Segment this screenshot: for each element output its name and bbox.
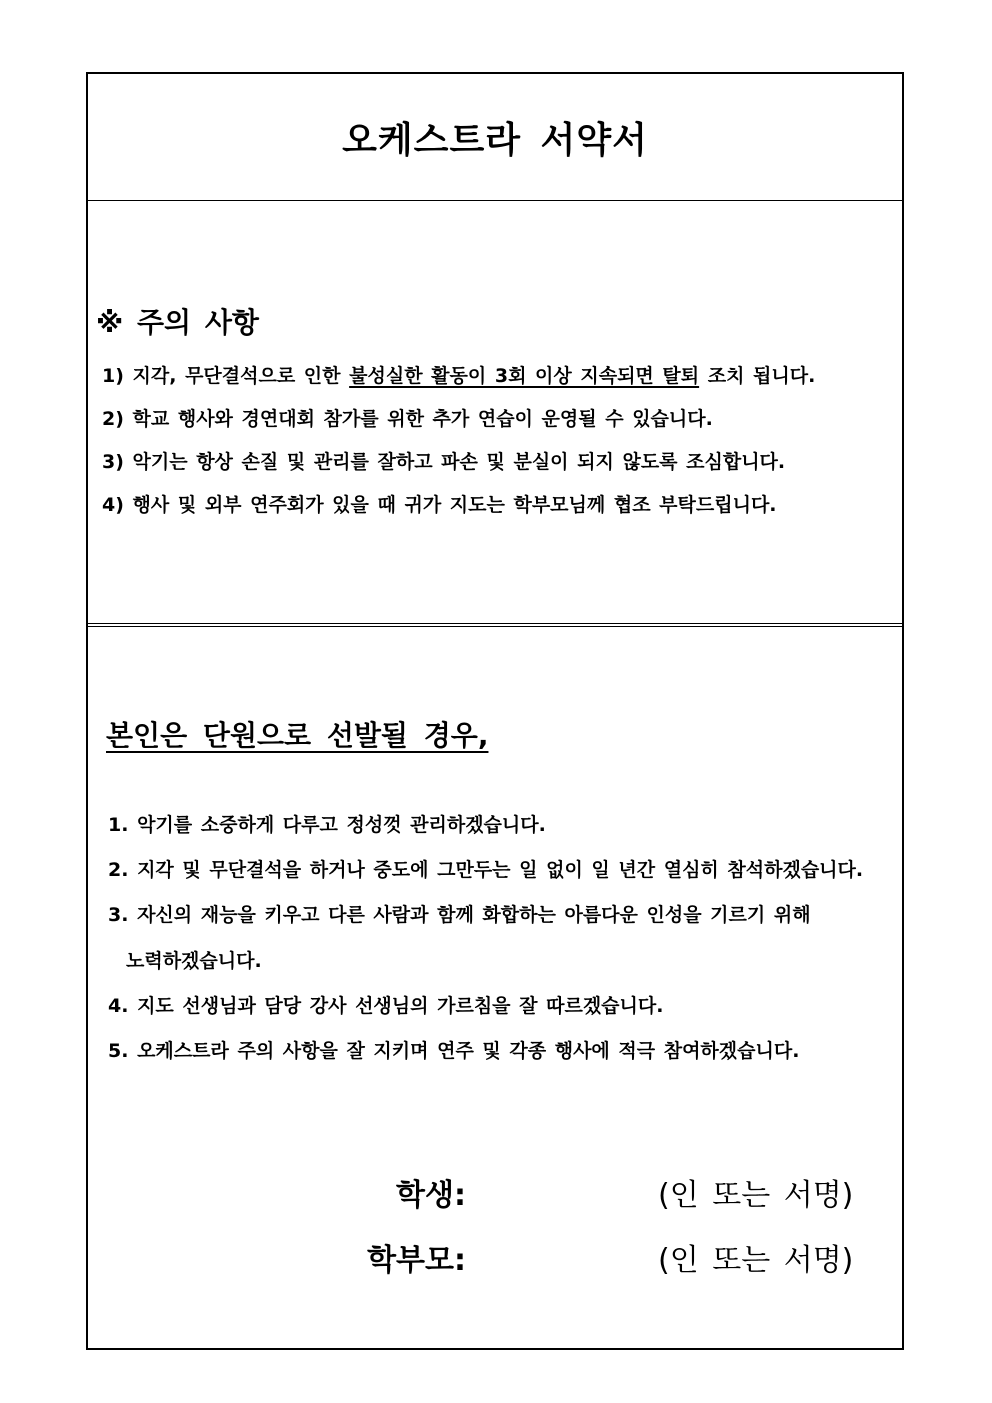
pledge-item-number: 3.	[108, 904, 129, 926]
pledge-item-text: 지도 선생님과 담당 강사 선생님의 가르침을 잘 따르겠습니다.	[137, 995, 664, 1017]
pledge-item	[108, 810, 888, 840]
caution-item-text: 악기는 항상 손질 및 관리를 잘하고 파손 및 분실이 되지 않도록 조심합니다.	[132, 451, 786, 473]
pledge-item-text: 지각 및 무단결석을 하거나 중도에 그만두는 일 없이 일 년간 열심히 참석하겠습니다.	[137, 859, 864, 881]
caution-item-underlined-text: 불성실한 활동이 3회 이상 지속되면 탈퇴	[349, 365, 700, 387]
document-title: 오케스트라 서약서	[342, 120, 648, 161]
caution-item-number: 3)	[102, 451, 124, 473]
signature-row-parent	[88, 1239, 902, 1283]
pledge-item-number: 4.	[108, 995, 129, 1017]
pledge-form-frame	[86, 72, 904, 1350]
caution-item	[102, 490, 815, 533]
caution-item-number: 4)	[102, 494, 124, 516]
pledge-heading: 본인은 단원으로 선발될 경우,	[106, 719, 489, 752]
title-section	[88, 74, 902, 201]
pledge-item	[108, 855, 888, 885]
caution-item-text: 행사 및 외부 연주회가 있을 때 귀가 지도는 학부모님께 협조 부탁드립니다.	[132, 494, 777, 516]
pledge-item-number: 1.	[108, 814, 129, 836]
caution-item-text: 지각, 무단결석으로 인한	[132, 365, 350, 387]
pledge-item	[108, 1036, 888, 1066]
caution-item	[102, 447, 815, 490]
caution-item	[102, 404, 815, 447]
pledge-item	[108, 991, 888, 1021]
pledge-item-text: 자신의 재능을 키우고 다른 사람과 함께 화합하는 아름다운 인성을 기르기 위해	[137, 904, 811, 926]
parent-signature-label: 학부모:	[367, 1243, 466, 1278]
signature-row-student	[88, 1174, 902, 1218]
caution-list	[102, 361, 815, 533]
caution-item	[102, 361, 815, 404]
pledge-item-text: 악기를 소중하게 다루고 정성껏 관리하겠습니다.	[137, 814, 546, 836]
pledge-item	[108, 900, 888, 976]
pledge-item-number: 2.	[108, 859, 129, 881]
caution-item-text-end: 조치 됩니다.	[699, 365, 816, 387]
caution-section	[88, 201, 902, 627]
pledge-item-text: 오케스트라 주의 사항을 잘 지키며 연주 및 각종 행사에 적극 참여하겠습니다.	[137, 1040, 800, 1062]
caution-item-text: 학교 행사와 경연대회 참가를 위한 추가 연습이 운영될 수 있습니다.	[132, 408, 713, 430]
student-signature-label: 학생:	[396, 1178, 466, 1213]
pledge-list	[108, 810, 888, 1081]
parent-signature-field[interactable]: (인 또는 서명)	[658, 1243, 854, 1278]
caution-heading: ※ 주의 사항	[96, 306, 259, 339]
pledge-item-number: 5.	[108, 1040, 129, 1062]
student-signature-field[interactable]: (인 또는 서명)	[658, 1178, 854, 1213]
caution-item-number: 1)	[102, 365, 124, 387]
caution-item-number: 2)	[102, 408, 124, 430]
pledge-item-continuation: 노력하겠습니다.	[126, 950, 262, 972]
